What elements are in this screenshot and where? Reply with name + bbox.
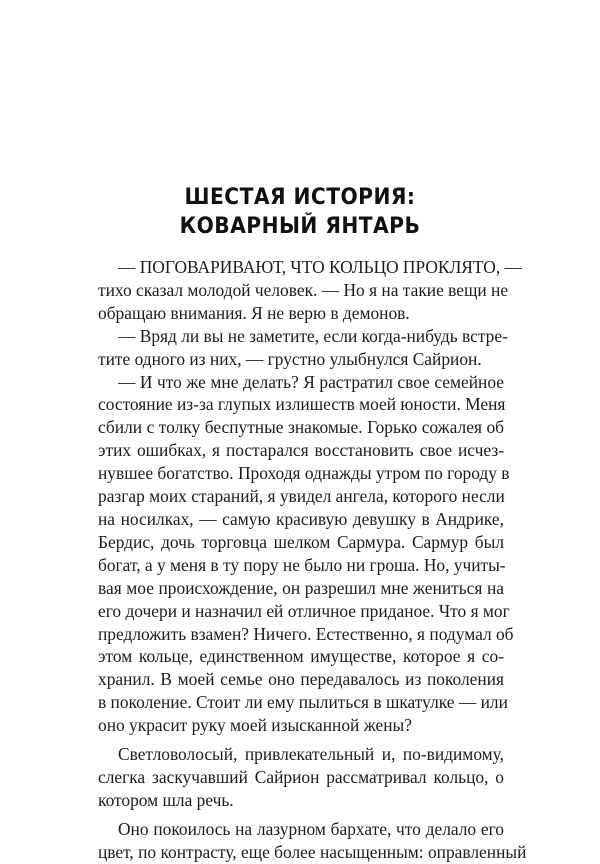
text-line: котором шла речь. (98, 789, 234, 810)
text-line: — ПОГОВАРИВАЮТ, ЧТО КОЛЬЦО ПРОКЛЯТО, — (118, 257, 522, 277)
text-line: — Вряд ли вы не заметите, если когда-нибудь встре- (118, 325, 508, 346)
text-line: этих ошибках, я постарался восстановить свое исчез- (98, 440, 504, 461)
text-line: сбили с толку беспутные знакомые. Горько сожалея об (98, 417, 504, 438)
text-line: богат, а у меня в ту пору не было ни гроша. Но, учиты- (98, 554, 506, 575)
text-line: этом кольце, единственном имуществе, которое я со- (98, 646, 504, 667)
chapter-title (24, 183, 576, 241)
text-line: его дочери и назначил ей отличное приданое. Что я мог (98, 600, 510, 621)
chapter-title-line-1: ШЕСТАЯ ИСТОРИЯ: (184, 185, 416, 210)
text-line: Светловолосый, привлекательный и, по-видимому, (118, 744, 504, 765)
text-line: нувшее богатство. Проходя однажды утром по городу в (98, 463, 510, 484)
paragraph (98, 325, 508, 371)
chapter-body (98, 256, 527, 864)
text-line: оно украсит руку моей изысканной жены? (98, 715, 412, 736)
paragraph (98, 743, 504, 812)
paragraph (98, 818, 527, 864)
text-line: в поколение. Стоит ли ему пылиться в шкатулке — или (98, 692, 508, 713)
text-line: обращаю внимания. Я не верю в демонов. (98, 302, 410, 323)
text-line: состояние из-за глупых излишеств моей юности. Меня (98, 394, 506, 415)
chapter-title-line-2: КОВАРНЫЙ ЯНТАРЬ (179, 214, 421, 239)
paragraph (98, 371, 514, 738)
paragraph (98, 256, 522, 325)
text-line: Бердис, дочь торговца шелком Сармура. Сармур был (98, 531, 504, 552)
text-line: хранил. В моей семье оно передавалось из поколения (98, 669, 504, 690)
text-line: Оно покоилось на лазурном бархате, что делало его (118, 818, 504, 839)
text-line: слегка заскучавший Сайрион рассматривал кольцо, о (98, 766, 504, 787)
text-line: разгар моих стараний, я увидел ангела, которого несли (98, 486, 505, 507)
text-line: тите одного из них, — грустно улыбнулся Сайрион. (98, 348, 482, 369)
text-line: цвет, по контрасту, еще более насыщенным: оправленный (98, 841, 527, 862)
text-line: на носилках, — самую красивую девушку в Андрике, (98, 508, 504, 529)
text-line: тихо сказал молодой человек. — Но я на такие вещи не (98, 279, 509, 300)
text-line: — И что же мне делать? Я растратил свое семейное (118, 371, 504, 392)
text-line: предложить взамен? Ничего. Естественно, я подумал об (98, 623, 514, 644)
text-line: вая мое происхождение, он разрешил мне жениться на (98, 577, 504, 598)
